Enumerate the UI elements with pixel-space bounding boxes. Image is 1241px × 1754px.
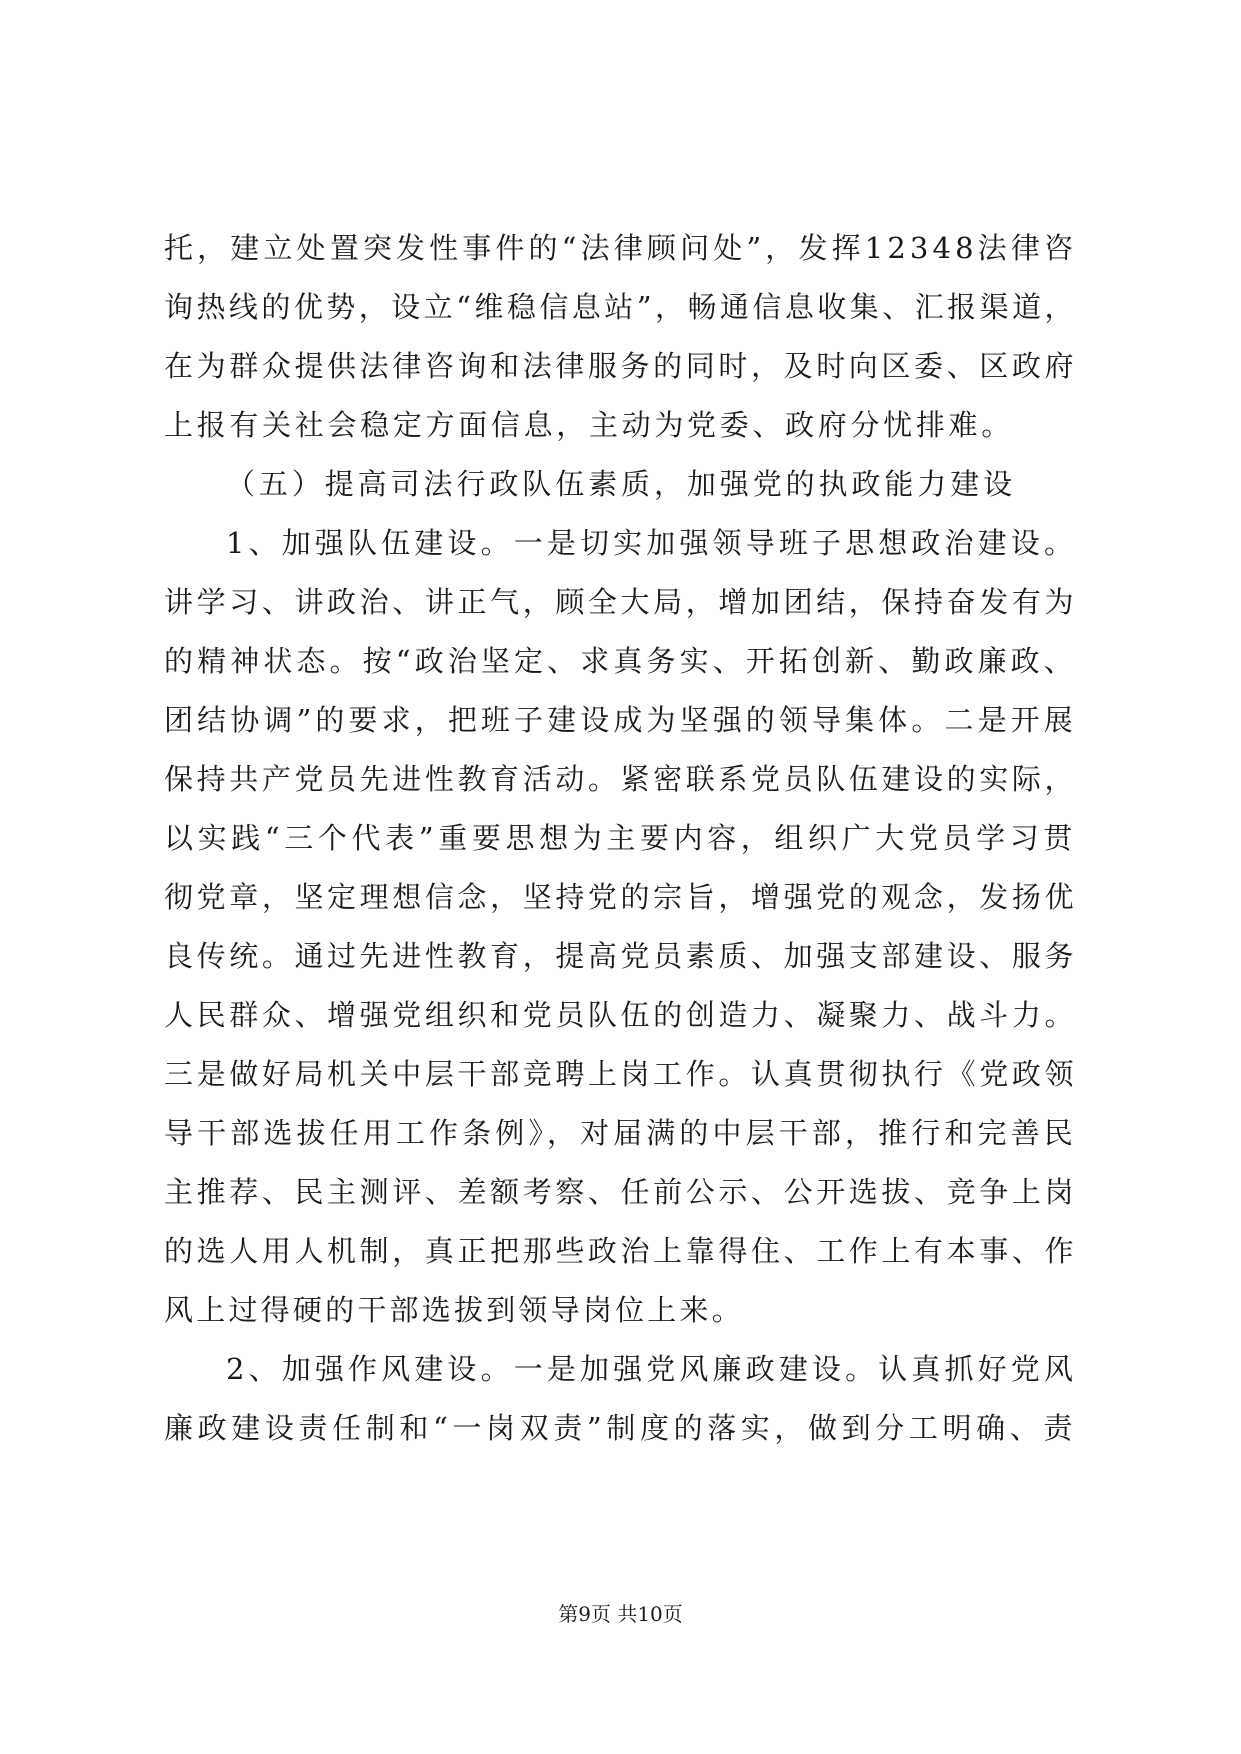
text-line: 人民群众、增强党组织和党员队伍的创造力、凝聚力、战斗力。 [164, 998, 1078, 1032]
text-line: 廉政建设责任制和“一岗双责”制度的落实，做到分工明确、责 [164, 1411, 1078, 1445]
text-line: 讲学习、讲政治、讲正气，顾全大局，增加团结，保持奋发有为 [164, 585, 1078, 619]
text-line: 导干部选拔任用工作条例》，对届满的中层干部，推行和完善民 [164, 1116, 1077, 1150]
text-line: 的精神状态。按“政治坚定、求真务实、开拓创新、勤政廉政、 [164, 644, 1077, 678]
text-line: 的选人用人机制，真正把那些政治上靠得住、工作上有本事、作 [164, 1234, 1078, 1268]
text-line: 团结协调”的要求，把班子建设成为坚强的领导集体。二是开展 [164, 703, 1077, 737]
text-line: 三是做好局机关中层干部竞聘上岗工作。认真贯彻执行《党政领 [164, 1057, 1078, 1091]
text-line: 主推荐、民主测评、差额考察、任前公示、公开选拔、竞争上岗 [164, 1175, 1078, 1209]
text-line: 保持共产党员先进性教育活动。紧密联系党员队伍建设的实际， [164, 762, 1078, 796]
text-line: 良传统。通过先进性教育，提高党员素质、加强支部建设、服务 [164, 939, 1078, 973]
text-line: 托，建立处置突发性事件的“法律顾问处”，发挥12348法律咨 [164, 231, 1078, 265]
section-heading: （五）提高司法行政队伍素质，加强党的执政能力建设 [226, 467, 1017, 501]
text-line: 上报有关社会稳定方面信息，主动为党委、政府分忧排难。 [164, 408, 1014, 442]
text-line: 1、加强队伍建设。一是切实加强领导班子思想政治建设。 [226, 526, 1078, 560]
text-line: 询热线的优势，设立“维稳信息站”，畅通信息收集、汇报渠道， [164, 290, 1077, 324]
text-line: 2、加强作风建设。一是加强党风廉政建设。认真抓好党风 [226, 1352, 1078, 1386]
text-line: 彻党章，坚定理想信念，坚持党的宗旨，增强党的观念，发扬优 [164, 880, 1078, 914]
text-line: 风上过得硬的干部选拔到领导岗位上来。 [164, 1293, 744, 1327]
page-number: 第9页 共10页 [558, 1602, 683, 1626]
text-line: 在为群众提供法律咨询和法律服务的同时，及时向区委、区政府 [164, 349, 1078, 383]
text-line: 以实践“三个代表”重要思想为主要内容，组织广大党员学习贯 [164, 821, 1078, 855]
